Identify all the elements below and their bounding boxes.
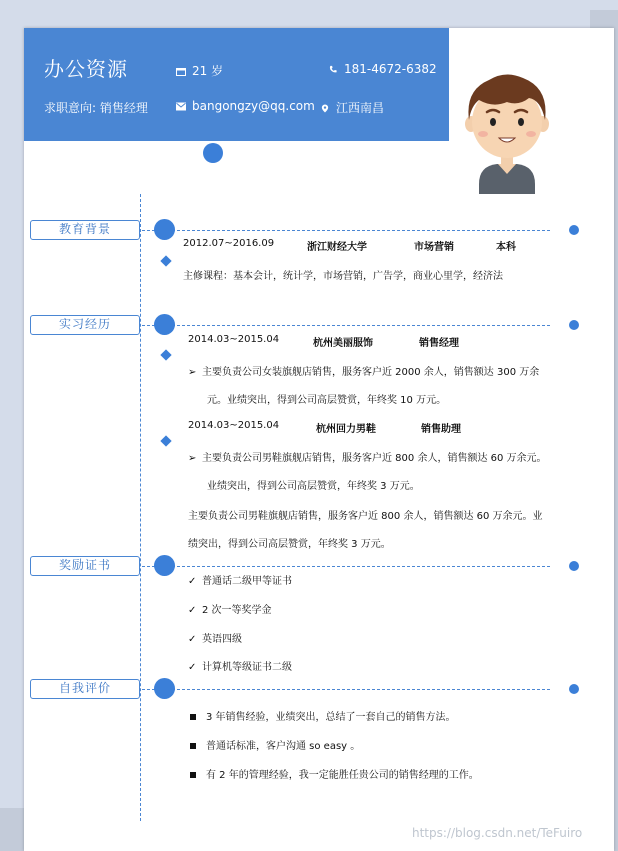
phone-info <box>328 62 437 76</box>
award-item <box>188 630 242 645</box>
square-bullet-icon <box>190 743 196 749</box>
award-text: 2 次一等奖学金 <box>202 605 272 616</box>
email-info <box>176 99 315 113</box>
self-eval-text: 3 年销售经验，业绩突出，总结了一套自己的销售方法。 <box>206 712 456 723</box>
job1-desc-line2: 元。业绩突出，得到公司高层赞赏，年终奖 10 万元。 <box>207 395 447 406</box>
section-tab-awards: 奖励证书 <box>30 556 140 576</box>
background-strip <box>0 808 26 851</box>
location-text: 江西南昌 <box>336 101 385 115</box>
job1-company: 杭州美丽服饰 <box>313 338 373 349</box>
section-divider <box>142 325 550 326</box>
self-eval-item <box>190 737 360 752</box>
timeline-line <box>140 194 141 821</box>
extra-desc-line2: 绩突出，得到公司高层赞赏，年终奖 3 万元。 <box>188 539 391 550</box>
award-text: 普通话二级甲等证书 <box>202 576 292 587</box>
edu-major: 市场营销 <box>414 242 454 253</box>
award-text: 计算机等级证书二级 <box>202 662 292 673</box>
award-item <box>188 601 272 616</box>
job-objective: 求职意向: 销售经理 <box>44 101 148 115</box>
award-text: 英语四级 <box>202 634 242 645</box>
phone-text: 181-4672-6382 <box>344 62 437 76</box>
self-eval-text: 有 2 年的管理经验，我一定能胜任贵公司的销售经理的工作。 <box>206 770 479 781</box>
section-dot <box>154 219 175 240</box>
square-bullet-icon <box>190 772 196 778</box>
avatar <box>457 60 557 194</box>
check-icon: ✓ <box>188 605 197 616</box>
calendar-icon <box>176 67 186 76</box>
age-text: 21 岁 <box>192 64 224 78</box>
section-divider <box>142 230 550 231</box>
section-dot <box>154 314 175 335</box>
edu-school: 浙江财经大学 <box>307 242 367 253</box>
section-divider <box>142 689 550 690</box>
square-bullet-icon <box>190 714 196 720</box>
job1-period: 2014.03~2015.04 <box>188 334 280 345</box>
check-icon: ✓ <box>188 634 197 645</box>
self-eval-item <box>190 708 456 723</box>
edu-degree: 本科 <box>496 242 516 253</box>
candidate-name: 办公资源 <box>44 57 128 81</box>
edu-courses: 主修课程：基本会计，统计学，市场营销，广告学，商业心里学，经济法 <box>183 271 503 282</box>
section-end-dot <box>569 320 579 330</box>
section-divider <box>142 566 550 567</box>
email-text: bangongzy@qq.com <box>192 99 315 113</box>
job2-period: 2014.03~2015.04 <box>188 420 280 431</box>
edu-period: 2012.07~2016.09 <box>183 238 275 249</box>
job1-desc-text: 主要负责公司女装旗舰店销售，服务客户近 2000 余人，销售额达 300 万余 <box>202 367 540 378</box>
age-info <box>176 62 223 79</box>
section-end-dot <box>569 561 579 571</box>
self-eval-item <box>190 766 479 781</box>
header-banner <box>24 28 449 141</box>
section-dot <box>154 678 175 699</box>
job2-desc-line2: 业绩突出，得到公司高层赞赏，年终奖 3 万元。 <box>207 481 420 492</box>
job1-desc-line1 <box>188 363 539 378</box>
check-icon: ✓ <box>188 662 197 673</box>
location-info <box>320 99 384 116</box>
award-item <box>188 658 292 673</box>
job2-role: 销售助理 <box>421 424 461 435</box>
email-icon <box>176 102 186 111</box>
job2-desc-line1 <box>188 449 547 464</box>
section-tab-education: 教育背景 <box>30 220 140 240</box>
section-dot <box>154 555 175 576</box>
job2-desc-text: 主要负责公司男鞋旗舰店销售，服务客户近 800 余人，销售额达 60 万余元。 <box>202 453 547 464</box>
arrow-icon: ➢ <box>188 367 197 378</box>
section-end-dot <box>569 684 579 694</box>
award-item <box>188 572 292 587</box>
watermark: https://blog.csdn.net/TeFuiro <box>412 826 583 840</box>
check-icon: ✓ <box>188 576 197 587</box>
phone-icon <box>328 65 338 74</box>
extra-desc-line1: 主要负责公司男鞋旗舰店销售，服务客户近 800 余人，销售额达 60 万余元。业 <box>188 511 543 522</box>
arrow-icon: ➢ <box>188 453 197 464</box>
self-eval-text: 普通话标准，客户沟通 so easy 。 <box>206 741 361 752</box>
job1-role: 销售经理 <box>419 338 459 349</box>
location-icon <box>320 104 330 113</box>
job2-company: 杭州回力男鞋 <box>316 424 376 435</box>
section-tab-internship: 实习经历 <box>30 315 140 335</box>
section-end-dot <box>569 225 579 235</box>
section-tab-self-eval: 自我评价 <box>30 679 140 699</box>
header-dot <box>203 143 223 163</box>
